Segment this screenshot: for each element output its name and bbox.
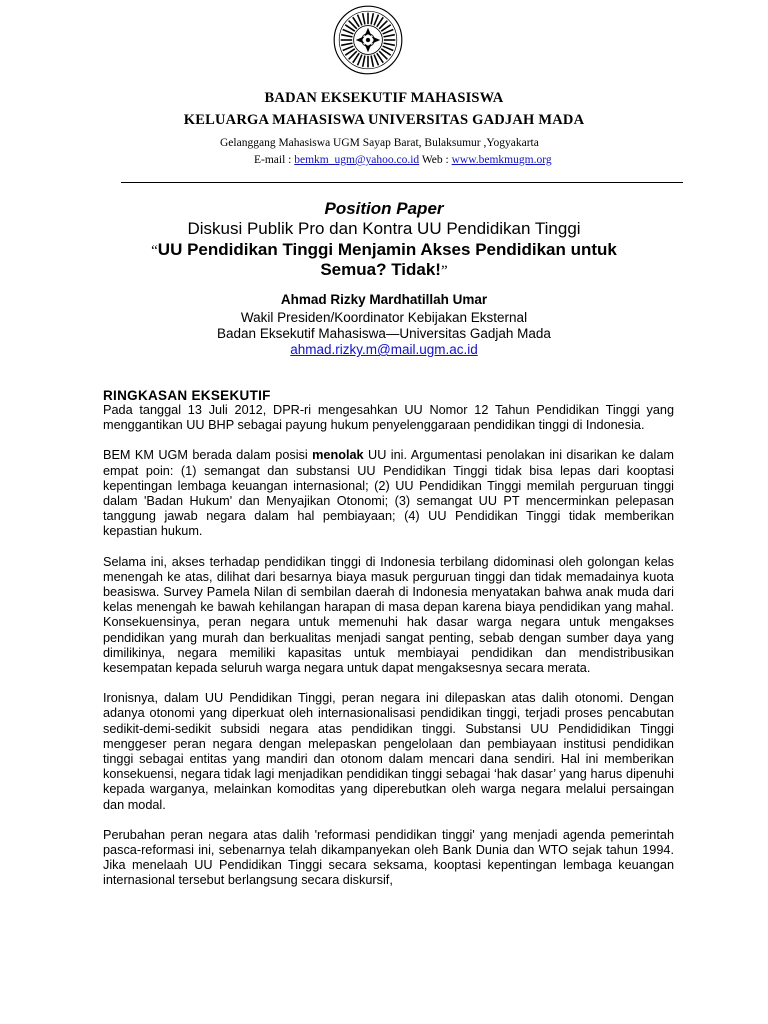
paragraph-2 bbox=[103, 448, 674, 539]
author-email-link[interactable]: ahmad.rizky.m@mail.ugm.ac.id bbox=[290, 342, 478, 357]
seal-ray bbox=[383, 46, 394, 50]
document-body bbox=[103, 388, 674, 904]
close-quote: ” bbox=[440, 263, 448, 279]
paragraph-1: Pada tanggal 13 Juli 2012, DPR-ri mengesahkan UU Nomor 12 Tahun Pendidikan Tinggi yang menggantikan UU BHP sebagai payung hukum penyelenggaraan pendidikan tinggi di Indonesia. bbox=[103, 403, 674, 433]
paragraph-2-emphasis: menolak bbox=[312, 448, 364, 463]
org-web-link[interactable]: www.bemkmugm.org bbox=[451, 154, 552, 166]
open-quote: “ bbox=[151, 243, 158, 259]
seal-ray bbox=[374, 15, 378, 26]
seal-ray bbox=[363, 56, 365, 67]
seal-ray bbox=[374, 55, 378, 66]
author-name: Ahmad Rizky Mardhatillah Umar bbox=[280, 292, 488, 307]
paragraph-4: Ironisnya, dalam UU Pendidikan Tinggi, peran negara ini dilepaskan atas dalih otonomi. Dengan adanya otonomi yang diperkuat oleh internasionalisasi pendidikan tinggi, terjadi proses pencabutan sedikit-demi-sedikit subsidi negara atas pendidikan tinggi. Substansi UU Pendididikan Tinggi menggeser peran negara dengan melepaskan pengelolaan dan pembiayaan institusi pendidikan tinggi sebagai entitas yang mandiri dan otonom dalam mencari dana sendiri. Hal ini memberikan konsekuensi, negara tidak lagi menjadikan pendidikan tinggi sebagai ‘hak dasar’ yang harus dipenuhi kepada warganya, melainkan komoditas yang diperebutkan oleh warga negara melalui persaingan dan modal. bbox=[103, 691, 674, 812]
seal-ray bbox=[383, 30, 394, 34]
email-label: E-mail : bbox=[254, 154, 295, 166]
org-address: Gelanggang Mahasiswa UGM Sayap Barat, Bulaksumur ,Yogyakarta bbox=[220, 137, 539, 149]
doc-headline-line2 bbox=[100, 260, 668, 280]
seal-ray bbox=[363, 13, 365, 24]
org-name-line1: BADAN EKSEKUTIF MAHASISWA bbox=[264, 90, 504, 106]
paragraph-3: Selama ini, akses terhadap pendidikan tinggi di Indonesia terbilang didominasi oleh golongan kelas menengah ke atas, dilihat dari besarnya biaya masuk perguruan tinggi dan tidak memadainya kuota beasiswa. Survey Pamela Nilan di sembilan daerah di Indonesia menyatakan bahwa anak muda dari kelas menengah ke bawah kehilangan harapan di masa depan karena biaya pendidikan yang mahal. Konsekuensinya, peran negara untuk memenuhi hak dasar warga negara untuk mengakses pendidikan yang murah dan berkualitas menjadi sangat penting, sebab dengan sumber daya yang dimilikinya, negara memiliki kapasitas untuk membiayai pendidikan dan mendistribusikan kesempatan kepada seluruh warga negara untuk dapat mengaksesnya secara merata. bbox=[103, 554, 674, 676]
headline-text-1: UU Pendidikan Tinggi Menjamin Akses Pendidikan untuk bbox=[157, 240, 617, 259]
doc-headline-line1 bbox=[100, 240, 668, 260]
seal-ray bbox=[384, 35, 395, 37]
seal-ray bbox=[341, 35, 352, 37]
paragraph-5: Perubahan peran negara atas dalih 'reformasi pendidikan tinggi' yang menjadi agenda pemerintah pasca-reformasi ini, sebenarnya telah dikampanyekan oleh Bank Dunia dan WTO sejak tahun 1994. Jika menelaah UU Pendidikan Tinggi secara seksama, kooptasi kepentingan lembaga keuangan internasional tersebut berlangsung secara diskursif, bbox=[103, 827, 674, 888]
seal-ray bbox=[358, 15, 362, 26]
author-role: Wakil Presiden/Koordinator Kebijakan Eksternal bbox=[240, 310, 528, 325]
seal-ray bbox=[343, 30, 354, 34]
section-title: RINGKASAN EKSEKUTIF bbox=[103, 388, 271, 403]
ugm-seal-icon bbox=[332, 4, 404, 76]
org-contact-line bbox=[254, 154, 552, 166]
letterhead-divider bbox=[121, 182, 683, 183]
org-email-link[interactable]: bemkm_ugm@yahoo.co.id bbox=[294, 154, 420, 166]
seal-ray bbox=[371, 56, 373, 67]
org-name-line2: KELUARGA MAHASISWA UNIVERSITAS GADJAH MADA bbox=[183, 112, 585, 128]
paragraph-2-end: UU ini. Argumentasi penolakan ini disarikan ke dalam empat poin: (1) semangat dan substansi UU Pendidikan Tinggi tidak bisa lepas dari kooptasi kepentingan lembaga keuangan internasional; (2) UU Pendidikan Tinggi memilah perguruan tinggi dalam 'Badan Hukum' dan Menyajikan Otonomi; (3) semangat UU PT mencerminkan pelepasan tanggung jawab negara dalam hal pembiayaan; (4) UU Pendidikan Tinggi tidak memberikan kepastian hukum. bbox=[103, 448, 674, 539]
doc-type-title: Position Paper bbox=[324, 199, 444, 218]
author-email bbox=[100, 342, 668, 357]
doc-subtitle: Diskusi Publik Pro dan Kontra UU Pendidikan Tinggi bbox=[187, 219, 581, 238]
seal-ray bbox=[384, 43, 395, 45]
paragraph-2-start: BEM KM UGM berada dalam posisi bbox=[103, 448, 313, 463]
seal-ray bbox=[341, 43, 352, 45]
seal-ray bbox=[358, 55, 362, 66]
author-institution: Badan Eksekutif Mahasiswa—Universitas Gadjah Mada bbox=[217, 326, 551, 341]
seal-ray bbox=[343, 46, 354, 50]
seal-ray bbox=[371, 13, 373, 24]
headline-text-2: Semua? Tidak! bbox=[320, 260, 441, 279]
web-label: Web : bbox=[419, 154, 452, 166]
